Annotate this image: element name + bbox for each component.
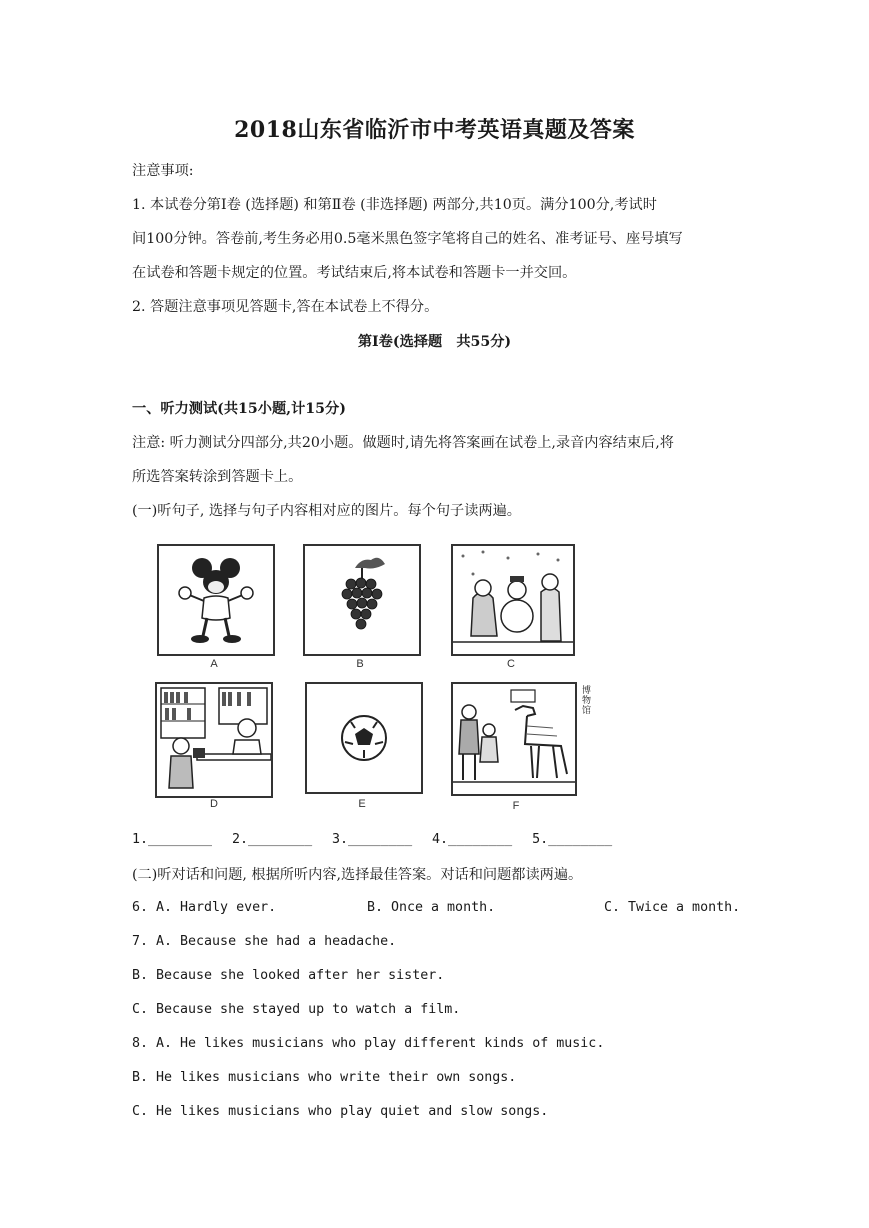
- picture-label-e: E: [358, 798, 366, 810]
- sub1-instruction: (一)听句子, 选择与句子内容相对应的图片。每个句子读两遍。: [132, 503, 521, 519]
- picture-c-snowman: [451, 544, 575, 656]
- page-title: 2018山东省临沂市中考英语真题及答案: [234, 117, 635, 143]
- notice-heading: 注意事项:: [132, 163, 194, 179]
- q8-option-a: 8. A. He likes musicians who play different kinds of music.: [132, 1036, 605, 1051]
- notice-1-line-1: 1. 本试卷分第Ⅰ卷 (选择题) 和第Ⅱ卷 (非选择题) 两部分,共10页。满分100分,考试时: [132, 197, 657, 213]
- picture-label-f: F: [512, 800, 520, 812]
- section1-title: 一、听力测试(共15小题,计15分): [132, 401, 346, 417]
- picture-e-football: [305, 682, 423, 794]
- section1-note-line-2: 所选答案转涂到答题卡上。: [132, 469, 303, 485]
- picture-b-grapes: [303, 544, 421, 656]
- blank-2[interactable]: 2.________: [232, 832, 313, 847]
- blank-4[interactable]: 4.________: [432, 832, 513, 847]
- museum-sign: 博物馆: [582, 686, 592, 716]
- q8-option-b: B. He likes musicians who write their own songs.: [132, 1070, 517, 1085]
- part1-title: 第Ⅰ卷(选择题 共55分): [357, 334, 512, 350]
- q8-option-c: C. He likes musicians who play quiet and slow songs.: [132, 1104, 549, 1119]
- notice-1-line-3: 在试卷和答题卡规定的位置。考试结束后,将本试卷和答题卡一并交回。: [132, 265, 577, 281]
- picture-grid: [132, 534, 597, 814]
- q6-option-a: 6. A. Hardly ever.: [132, 900, 277, 915]
- answer-blanks: [132, 832, 624, 847]
- q7-option-b: B. Because she looked after her sister.: [132, 968, 445, 983]
- blank-1[interactable]: 1.________: [132, 832, 213, 847]
- sub2-instruction: (二)听对话和问题, 根据所听内容,选择最佳答案。对话和问题都读两遍。: [132, 867, 583, 883]
- q7-option-a: 7. A. Because she had a headache.: [132, 934, 397, 949]
- picture-f-museum: [451, 682, 577, 796]
- picture-label-c: C: [507, 658, 515, 670]
- notice-2: 2. 答题注意事项见答题卡,答在本试卷上不得分。: [132, 299, 439, 315]
- blank-5[interactable]: 5.________: [532, 832, 613, 847]
- picture-label-d: D: [210, 798, 218, 810]
- section1-note-line-1: 注意: 听力测试分四部分,共20小题。做题时,请先将答案画在试卷上,录音内容结束后,将: [132, 435, 674, 451]
- q6-option-b: B. Once a month.: [367, 900, 496, 915]
- q6-option-c: C. Twice a month.: [604, 900, 741, 915]
- picture-label-b: B: [356, 658, 364, 670]
- picture-label-a: A: [210, 658, 218, 670]
- picture-d-library: [155, 682, 273, 798]
- blank-3[interactable]: 3.________: [332, 832, 413, 847]
- notice-1-line-2: 间100分钟。答卷前,考生务必用0.5毫米黑色签字笔将自己的姓名、准考证号、座号填写: [132, 231, 683, 247]
- q7-option-c: C. Because she stayed up to watch a film.: [132, 1002, 461, 1017]
- picture-a-mouse: [157, 544, 275, 656]
